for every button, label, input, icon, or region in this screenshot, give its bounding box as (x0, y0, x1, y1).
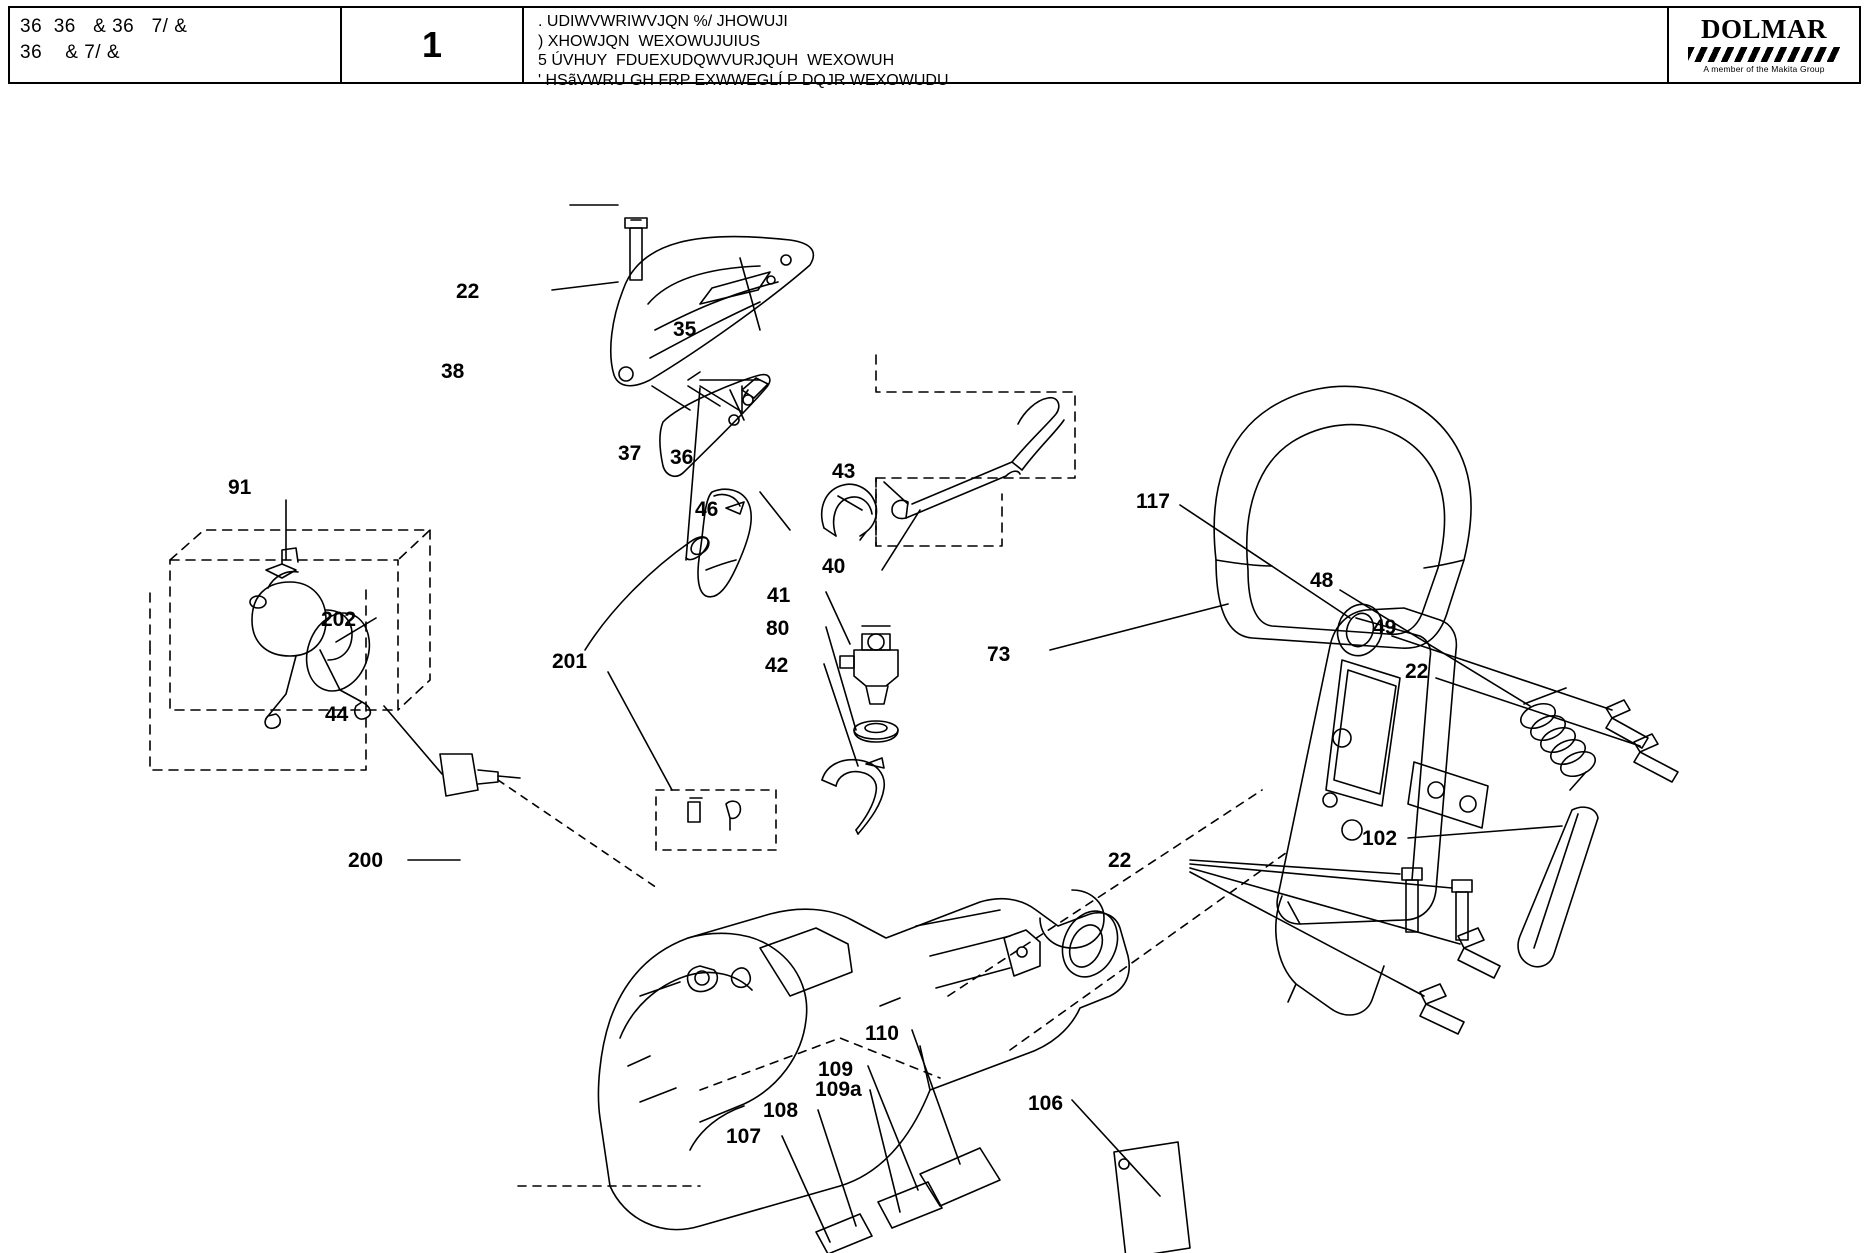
callout-200: 200 (348, 849, 384, 872)
callout-49: 49 (1373, 616, 1397, 639)
description-cell (524, 8, 1669, 89)
callout-107: 107 (726, 1125, 762, 1148)
callout-46: 46 (695, 498, 719, 521)
model-row-1: 36 36 & 36 7/ & (20, 16, 188, 37)
model-list-cell (10, 8, 342, 82)
page-number-cell (342, 8, 524, 82)
callout-40: 40 (822, 555, 846, 578)
callout-106: 106 (1028, 1092, 1064, 1115)
callout-73: 73 (987, 643, 1011, 666)
header-table (8, 6, 1861, 89)
model-row-2: 36 & 7/ & (20, 42, 120, 63)
diagram-linework (0, 90, 1869, 1253)
brand-stripes-icon (1688, 47, 1840, 62)
callout-80: 80 (766, 617, 790, 640)
callout-35: 35 (673, 318, 697, 341)
callout-41: 41 (767, 584, 791, 607)
description-line-3: 5 ÚVHUY FDUEXUDQWVURJQUH WEXOWUH (538, 52, 895, 69)
callout-109: 109 (818, 1058, 854, 1081)
description-line-1: . UDIWVWRIWVJQN %/ JHOWUJI (538, 13, 788, 30)
callout-48: 48 (1310, 569, 1334, 592)
callout-201: 201 (552, 650, 588, 673)
callout-36: 36 (670, 446, 694, 469)
callout-102: 102 (1362, 827, 1398, 850)
description-line-2: ) XHOWJQN WEXOWUJUIUS (538, 32, 761, 50)
callout-108: 108 (763, 1099, 799, 1122)
callout-110: 110 (865, 1022, 899, 1045)
callout-202: 202 (321, 608, 357, 631)
callout-22b: 22 (1405, 660, 1429, 683)
exploded-parts-diagram (0, 90, 1869, 1253)
callout-43: 43 (832, 460, 856, 483)
page-number: 1 (421, 24, 443, 65)
callout-117: 117 (1136, 490, 1170, 513)
brand-name: DOLMAR (1701, 14, 1827, 44)
callout-91: 91 (228, 476, 252, 499)
brand-subtitle: A member of the Makita Group (1703, 64, 1825, 74)
callout-42: 42 (765, 654, 789, 677)
callout-44: 44 (325, 703, 349, 726)
description-line-4: ' HSãVWRU GH FRP EXWWEGLÍ P DQJR WEXOWUDU (538, 71, 949, 89)
logo-cell (1669, 8, 1859, 82)
callout-37: 37 (618, 442, 642, 465)
callout-109a: 109a (815, 1078, 862, 1101)
callout-22a: 22 (456, 280, 480, 303)
callout-22c: 22 (1108, 849, 1132, 872)
callout-38: 38 (441, 360, 465, 383)
